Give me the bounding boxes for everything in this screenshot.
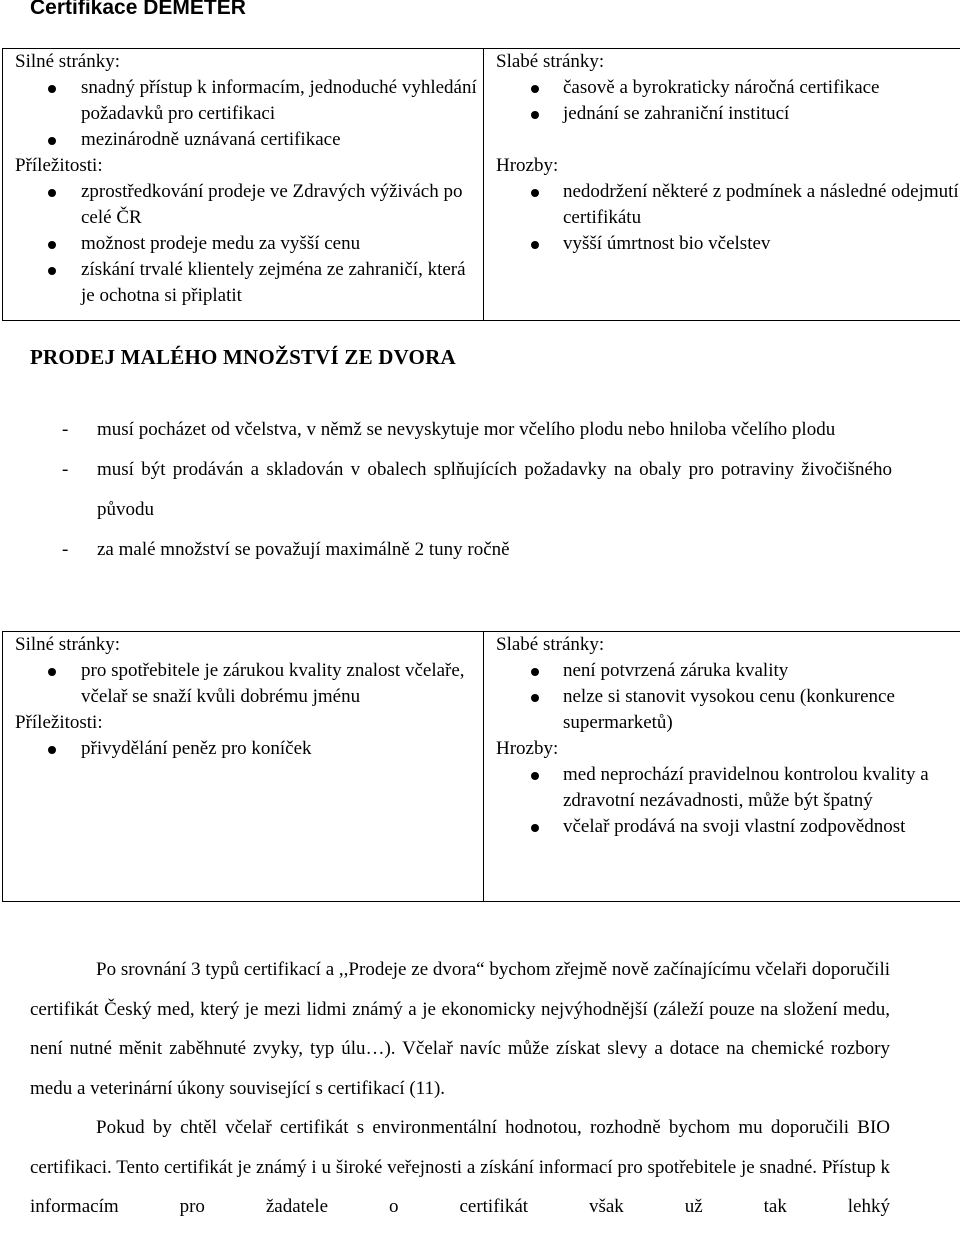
list-item: včelař prodává na svoji vlastní zodpovědnost: [496, 814, 960, 840]
strengths-label: Silné stránky:: [15, 51, 121, 72]
opportunities-list: [15, 736, 483, 762]
list-item: snadný přístup k informacím, jednoduché vyhledání požadavků pro certifikaci: [15, 75, 483, 127]
list-item: mezinárodně uznávaná certifikace: [15, 127, 483, 153]
opportunities-label: Příležitosti:: [15, 712, 103, 733]
paragraph: Po srovnání 3 typů certifikací a ,,Prodeje ze dvora“ bychom zřejmě nově začínajícímu včelaři doporučili certifikát Český med, který je mezi lidmi známý a je ekonomicky nejvýhodnější (záleží pouze na složení medu, není nutné měnit zaběhnuté zvyky, typ úlu…). Včelař navíc může získat slevy a dotace na chemické rozbory medu a veterinární úkony související s certifikací (11).: [30, 959, 890, 1099]
threats-label: Hrozby:: [496, 738, 559, 759]
swot-table-farm-sale: [2, 631, 960, 902]
strengths-list: [15, 658, 483, 710]
list-item: med neprochází pravidelnou kontrolou kvality a zdravotní nezávadnosti, může být špatný: [496, 762, 960, 814]
swot-table-demeter: [2, 48, 960, 321]
strengths-list: [15, 75, 483, 153]
list-item: přivydělání peněz pro koníček: [15, 736, 483, 762]
strengths-label: Silné stránky:: [15, 634, 121, 655]
swot-left-cell: [3, 49, 484, 321]
swot-left-cell: [3, 632, 484, 902]
swot-right-cell: [484, 632, 960, 902]
list-item: nelze si stanovit vysokou cenu (konkurence supermarketů): [496, 684, 960, 736]
requirements-list: [62, 410, 892, 570]
list-item: zprostředkování prodeje ve Zdravých výživách po celé ČR: [15, 179, 483, 231]
list-item: nedodržení některé z podmínek a následné odejmutí certifikátu: [496, 179, 960, 231]
weaknesses-label: Slabé stránky:: [496, 51, 605, 72]
list-item: vyšší úmrtnost bio včelstev: [496, 231, 960, 257]
weaknesses-list: [496, 658, 960, 736]
list-item: získání trvalé klientely zejména ze zahraničí, která je ochotna si připlatit: [15, 257, 483, 309]
page-title: Certifikace DEMETER: [30, 0, 246, 19]
list-item: jednání se zahraniční institucí: [496, 101, 960, 127]
list-item: možnost prodeje medu za vyšší cenu: [15, 231, 483, 257]
opportunities-list: [15, 179, 483, 309]
list-item: - musí být prodáván a skladován v obalech splňujících požadavky na obaly pro potraviny živočišného původu: [62, 450, 892, 530]
weaknesses-label: Slabé stránky:: [496, 634, 605, 655]
list-item: - musí pocházet od včelstva, v němž se nevyskytuje mor včelího plodu nebo hniloba včelího plodu: [62, 410, 892, 450]
section-heading: PRODEJ MALÉHO MNOŽSTVÍ ZE DVORA: [30, 345, 456, 369]
threats-list: [496, 179, 960, 257]
list-item: není potvrzená záruka kvality: [496, 658, 960, 684]
conclusion-text: [30, 950, 890, 1227]
list-item: časově a byrokraticky náročná certifikace: [496, 75, 960, 101]
paragraph: Pokud by chtěl včelař certifikát s environmentální hodnotou, rozhodně bychom mu doporučili BIO certifikaci. Tento certifikát je známý i u široké veřejnosti a získání informací pro spotřebitele je snadné. Přístup k informacím pro žadatele o certifikát však už tak lehký: [30, 1117, 890, 1217]
opportunities-label: Příležitosti:: [15, 155, 103, 176]
swot-right-cell: [484, 49, 960, 321]
list-item: - za malé množství se považují maximálně 2 tuny ročně: [62, 530, 892, 570]
list-item: pro spotřebitele je zárukou kvality znalost včelaře, včelař se snaží kvůli dobrému jménu: [15, 658, 483, 710]
weaknesses-list: [496, 75, 960, 127]
threats-label: Hrozby:: [496, 155, 559, 176]
threats-list: [496, 762, 960, 840]
